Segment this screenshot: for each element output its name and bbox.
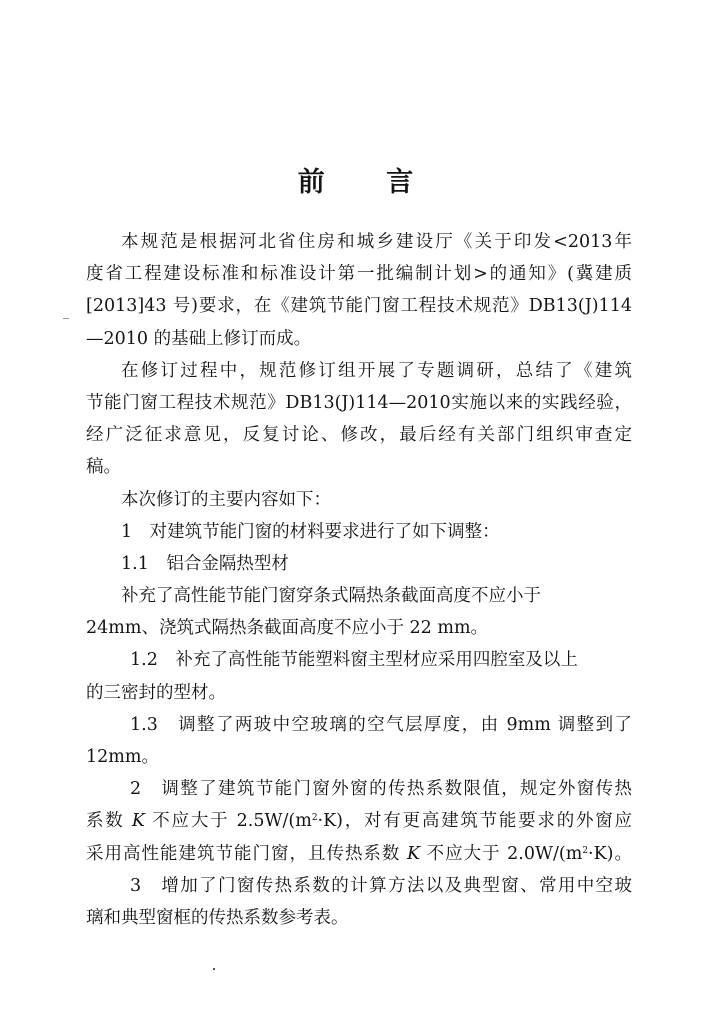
text-line: 1.1 铝合金隔热型材 — [121, 553, 289, 574]
text-line: 12mm。 — [86, 747, 159, 767]
paragraph-group — [86, 226, 632, 773]
text-line: 节能门窗工程技术规范》DB13(J)114—2010实施以来的实践经验， — [86, 392, 632, 413]
superscript: 2 — [311, 813, 318, 824]
text-line: 1.2 补充了高性能节能塑料窗主型材应采用四腔室及以上 — [130, 650, 578, 671]
text-line: 2 调整了建筑节能门窗外窗的传热系数限值，规定外窗传热 — [130, 779, 632, 800]
body-text — [86, 226, 632, 934]
text-line: 本规范是根据河北省住房和城乡建设厅《关于印发<2013年 — [121, 232, 632, 252]
text-line: 在修订过程中，规范修订组开展了专题调研，总结了《建筑 — [121, 360, 632, 381]
variable-k: K — [131, 811, 145, 832]
text-line: 1.3 调整了两玻中空玻璃的空气层厚度，由 9mm 调整到了 — [130, 714, 632, 735]
superscript: 2 — [582, 845, 589, 856]
text-line: 采用高性能建筑节能门窗，且传热系数 K 不应大于 $2.0W/(m^2\cdot K)$。 — [86, 843, 632, 864]
text-line: 璃和典型窗框的传热系数参考表。 — [86, 907, 349, 928]
text-line: 3 增加了门窗传热系数的计算方法以及典型窗、常用中空玻 — [130, 875, 632, 896]
page-speck — [213, 968, 215, 970]
text-line: 稿。 — [86, 457, 121, 478]
text-line: 经广泛征求意见，反复讨论、修改，最后经有关部门组织审查定 — [86, 425, 632, 446]
text-line: 系数 K 不应大于 $2.5W/(m^2\cdot K)$，对有更高建筑节能要求的外窗应 — [86, 811, 632, 832]
text-line: 补充了高性能节能门窗穿条式隔热条截面高度不应小于 — [121, 586, 541, 607]
text-line: 24mm、浇筑式隔热条截面高度不应小于 22 mm。 — [86, 618, 489, 639]
variable-k: K — [406, 843, 421, 864]
page-title: 前 言 — [297, 167, 440, 198]
text-line: 的三密封的型材。 — [86, 682, 226, 703]
margin-mark — [63, 318, 69, 319]
text-line: —2010 的基础上修订而成。 — [86, 328, 312, 349]
text-line: 1 对建筑节能门窗的材料要求进行了如下调整： — [121, 521, 500, 542]
text-line: [2013]43 号)要求，在《建筑节能门窗工程技术规范》DB13(J)114 — [86, 296, 632, 317]
text-line: 度省工程建设标准和标准设计第一批编制计划>的通知》(冀建质 — [86, 264, 632, 285]
text-line: 本次修订的主要内容如下： — [121, 489, 331, 510]
